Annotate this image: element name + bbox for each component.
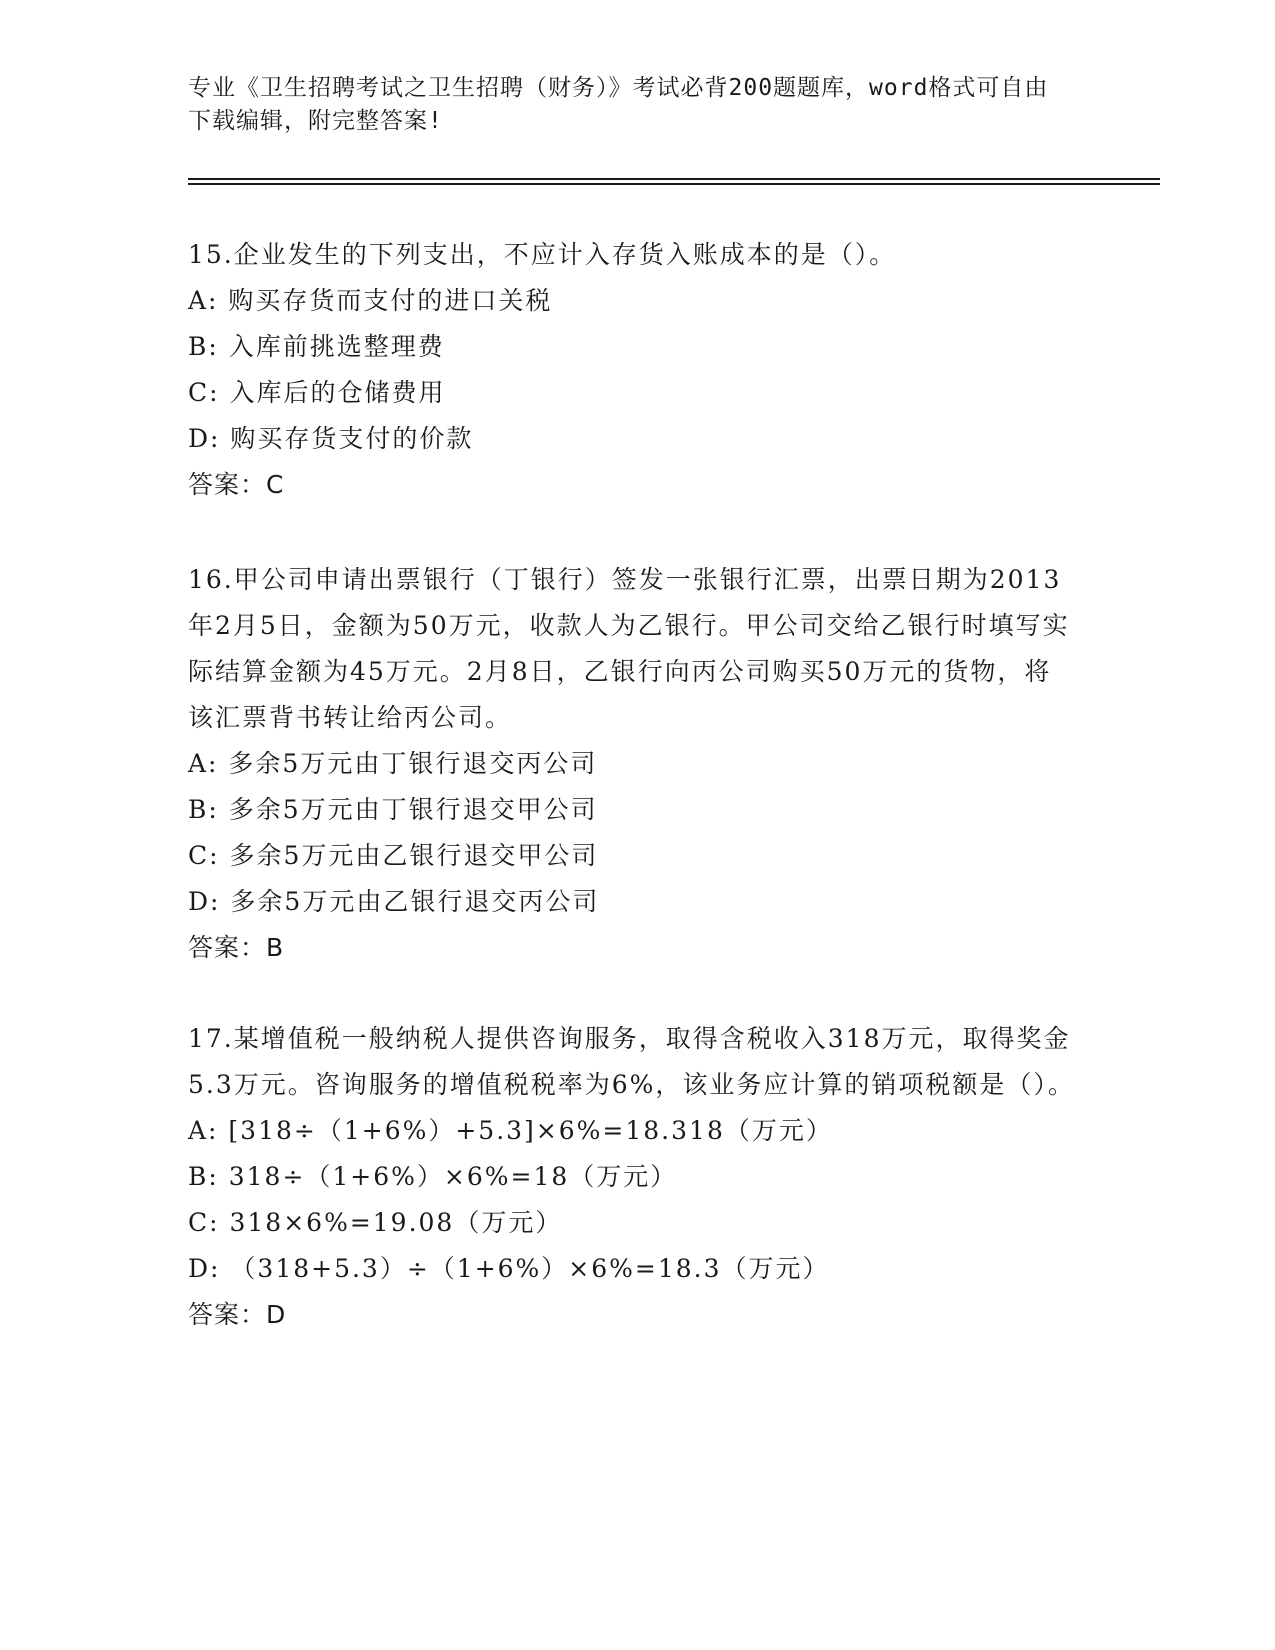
option-c: C: 318×6%=19.08（万元） bbox=[188, 1208, 563, 1237]
answer-line: 答案：D bbox=[188, 1300, 287, 1329]
question-stem: 16.甲公司申请出票银行（丁银行）签发一张银行汇票，出票日期为2013年2月5日，金额为50万元，收款人为乙银行。甲公司交给乙银行时填写实际结算金额为45万元。2月8日，乙银行向丙公司购买50万元的货物，将该汇票背书转让给丙公司。 bbox=[188, 565, 1070, 732]
question-stem: 15.企业发生的下列支出，不应计入存货入账成本的是（）。 bbox=[188, 240, 897, 269]
answer-line: 答案：C bbox=[188, 470, 285, 499]
answer-line: 答案：B bbox=[188, 933, 285, 962]
question-17 bbox=[188, 1016, 1078, 1338]
option-c: C: 入库后的仓储费用 bbox=[188, 378, 446, 407]
option-a: A: 购买存货而支付的进口关税 bbox=[188, 286, 553, 315]
option-d: D: （318+5.3）÷（1+6%）×6%=18.3（万元） bbox=[188, 1254, 830, 1283]
header-rule-top bbox=[188, 178, 1160, 180]
option-b: B: 入库前挑选整理费 bbox=[188, 332, 445, 361]
option-a: A: [318÷（1+6%）+5.3]×6%=18.318（万元） bbox=[188, 1116, 833, 1145]
option-b: B: 多余5万元由丁银行退交甲公司 bbox=[188, 795, 598, 824]
question-stem: 17.某增值税一般纳税人提供咨询服务，取得含税收入318万元，取得奖金5.3万元。咨询服务的增值税税率为6%，该业务应计算的销项税额是（）。 bbox=[188, 1024, 1075, 1099]
question-16 bbox=[188, 557, 1078, 971]
option-d: D: 多余5万元由乙银行退交丙公司 bbox=[188, 887, 600, 916]
option-b: B: 318÷（1+6%）×6%=18（万元） bbox=[188, 1162, 678, 1191]
option-d: D: 购买存货支付的价款 bbox=[188, 424, 474, 453]
option-c: C: 多余5万元由乙银行退交甲公司 bbox=[188, 841, 599, 870]
document-header: 专业《卫生招聘考试之卫生招聘（财务）》考试必背200题题库，word格式可自由下载编辑，附完整答案! bbox=[188, 75, 1049, 134]
option-a: A: 多余5万元由丁银行退交丙公司 bbox=[188, 749, 598, 778]
question-15 bbox=[188, 232, 1078, 508]
header-rule-bottom bbox=[188, 183, 1160, 185]
